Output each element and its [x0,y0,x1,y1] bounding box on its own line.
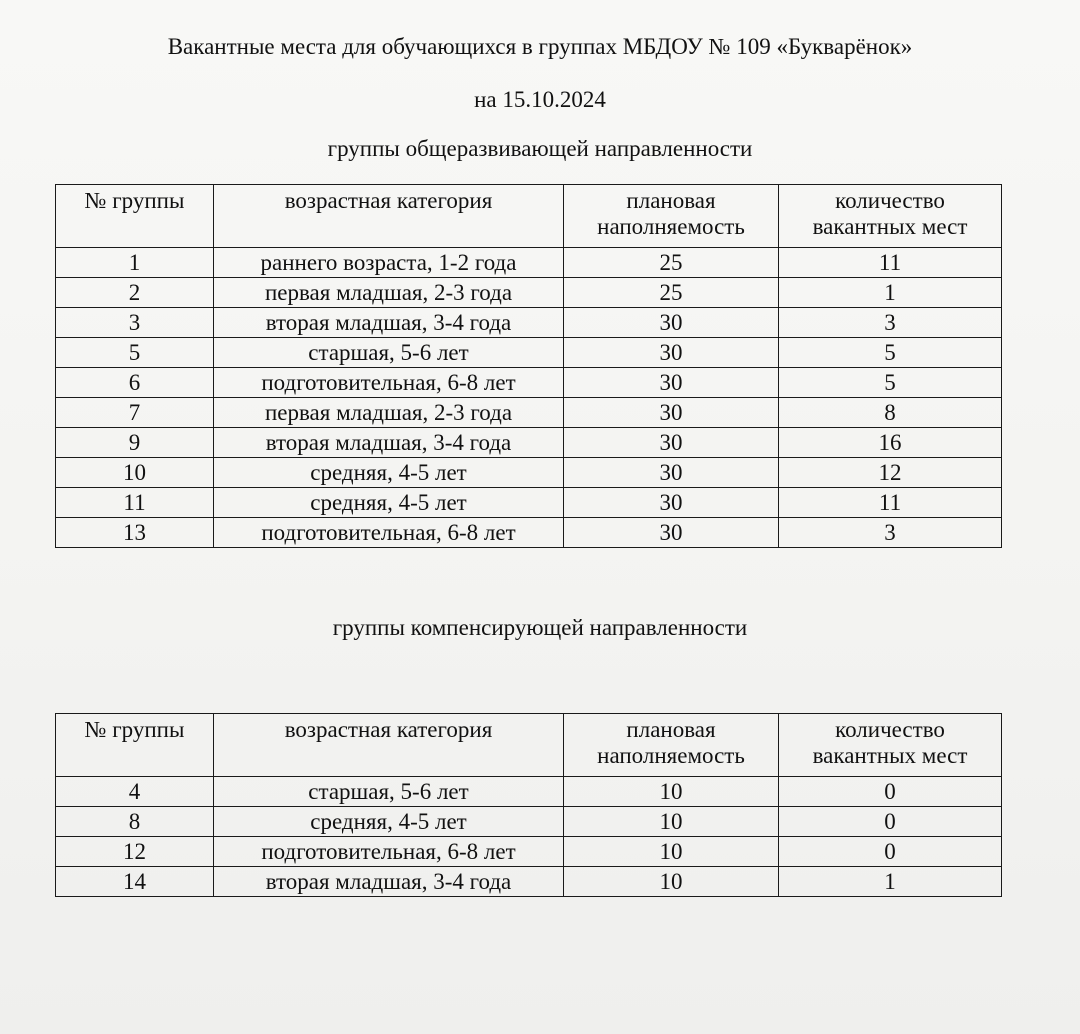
header-age-category: возрастная категория [214,185,564,248]
cell-planned-capacity: 30 [564,368,779,398]
cell-vacant-places: 3 [779,308,1002,338]
cell-vacant-places: 5 [779,368,1002,398]
cell-group-number: 2 [56,278,214,308]
cell-group-number: 5 [56,338,214,368]
cell-age-category: средняя, 4-5 лет [214,458,564,488]
cell-planned-capacity: 30 [564,338,779,368]
cell-group-number: 13 [56,518,214,548]
cell-age-category: средняя, 4-5 лет [214,807,564,837]
table-row [56,308,1002,338]
cell-age-category: вторая младшая, 3-4 года [214,867,564,897]
cell-vacant-places: 3 [779,518,1002,548]
cell-age-category: вторая младшая, 3-4 года [214,308,564,338]
cell-age-category: подготовительная, 6-8 лет [214,837,564,867]
cell-planned-capacity: 10 [564,837,779,867]
cell-group-number: 7 [56,398,214,428]
cell-age-category: подготовительная, 6-8 лет [214,368,564,398]
header-group-number: № группы [56,185,214,248]
cell-planned-capacity: 30 [564,458,779,488]
table-row [56,248,1002,278]
cell-age-category: подготовительная, 6-8 лет [214,518,564,548]
table-header-row [56,714,1002,777]
cell-planned-capacity: 30 [564,488,779,518]
cell-age-category: раннего возраста, 1-2 года [214,248,564,278]
table-row [56,428,1002,458]
header-vacant-places: количество вакантных мест [779,185,1002,248]
cell-planned-capacity: 30 [564,398,779,428]
cell-planned-capacity: 30 [564,308,779,338]
cell-age-category: первая младшая, 2-3 года [214,278,564,308]
cell-vacant-places: 0 [779,807,1002,837]
cell-planned-capacity: 30 [564,518,779,548]
cell-vacant-places: 11 [779,248,1002,278]
cell-planned-capacity: 25 [564,278,779,308]
cell-group-number: 14 [56,867,214,897]
cell-group-number: 1 [56,248,214,278]
cell-group-number: 8 [56,807,214,837]
vacancy-table-general [55,184,1002,548]
cell-vacant-places: 1 [779,867,1002,897]
cell-age-category: вторая младшая, 3-4 года [214,428,564,458]
table-row [56,777,1002,807]
table-row [56,398,1002,428]
cell-group-number: 11 [56,488,214,518]
table-row [56,807,1002,837]
section-title-general: группы общеразвивающей направленности [327,136,753,161]
table-row [56,518,1002,548]
cell-group-number: 10 [56,458,214,488]
cell-planned-capacity: 10 [564,867,779,897]
table-row [56,458,1002,488]
cell-planned-capacity: 25 [564,248,779,278]
cell-age-category: старшая, 5-6 лет [214,777,564,807]
cell-planned-capacity: 10 [564,777,779,807]
table-header-row [56,185,1002,248]
cell-group-number: 9 [56,428,214,458]
cell-age-category: старшая, 5-6 лет [214,338,564,368]
cell-age-category: средняя, 4-5 лет [214,488,564,518]
cell-group-number: 12 [56,837,214,867]
cell-planned-capacity: 30 [564,428,779,458]
document-title: Вакантные места для обучающихся в группах МБДОУ № 109 «Букварёнок» [167,34,913,59]
header-age-category: возрастная категория [214,714,564,777]
cell-vacant-places: 8 [779,398,1002,428]
cell-vacant-places: 5 [779,338,1002,368]
table-row [56,338,1002,368]
cell-age-category: первая младшая, 2-3 года [214,398,564,428]
cell-planned-capacity: 10 [564,807,779,837]
cell-vacant-places: 0 [779,777,1002,807]
cell-group-number: 4 [56,777,214,807]
cell-group-number: 6 [56,368,214,398]
cell-vacant-places: 0 [779,837,1002,867]
document-date: на 15.10.2024 [474,87,606,112]
table-row [56,837,1002,867]
cell-vacant-places: 11 [779,488,1002,518]
header-planned-capacity: плановая наполняемость [564,714,779,777]
table-row [56,368,1002,398]
cell-vacant-places: 16 [779,428,1002,458]
cell-vacant-places: 1 [779,278,1002,308]
vacancy-table-compensatory [55,713,1002,897]
table-row [56,488,1002,518]
header-planned-capacity: плановая наполняемость [564,185,779,248]
cell-vacant-places: 12 [779,458,1002,488]
table-row [56,278,1002,308]
table-row [56,867,1002,897]
header-vacant-places: количество вакантных мест [779,714,1002,777]
header-group-number: № группы [56,714,214,777]
section-title-compensatory: группы компенсирующей направленности [332,615,748,640]
cell-group-number: 3 [56,308,214,338]
